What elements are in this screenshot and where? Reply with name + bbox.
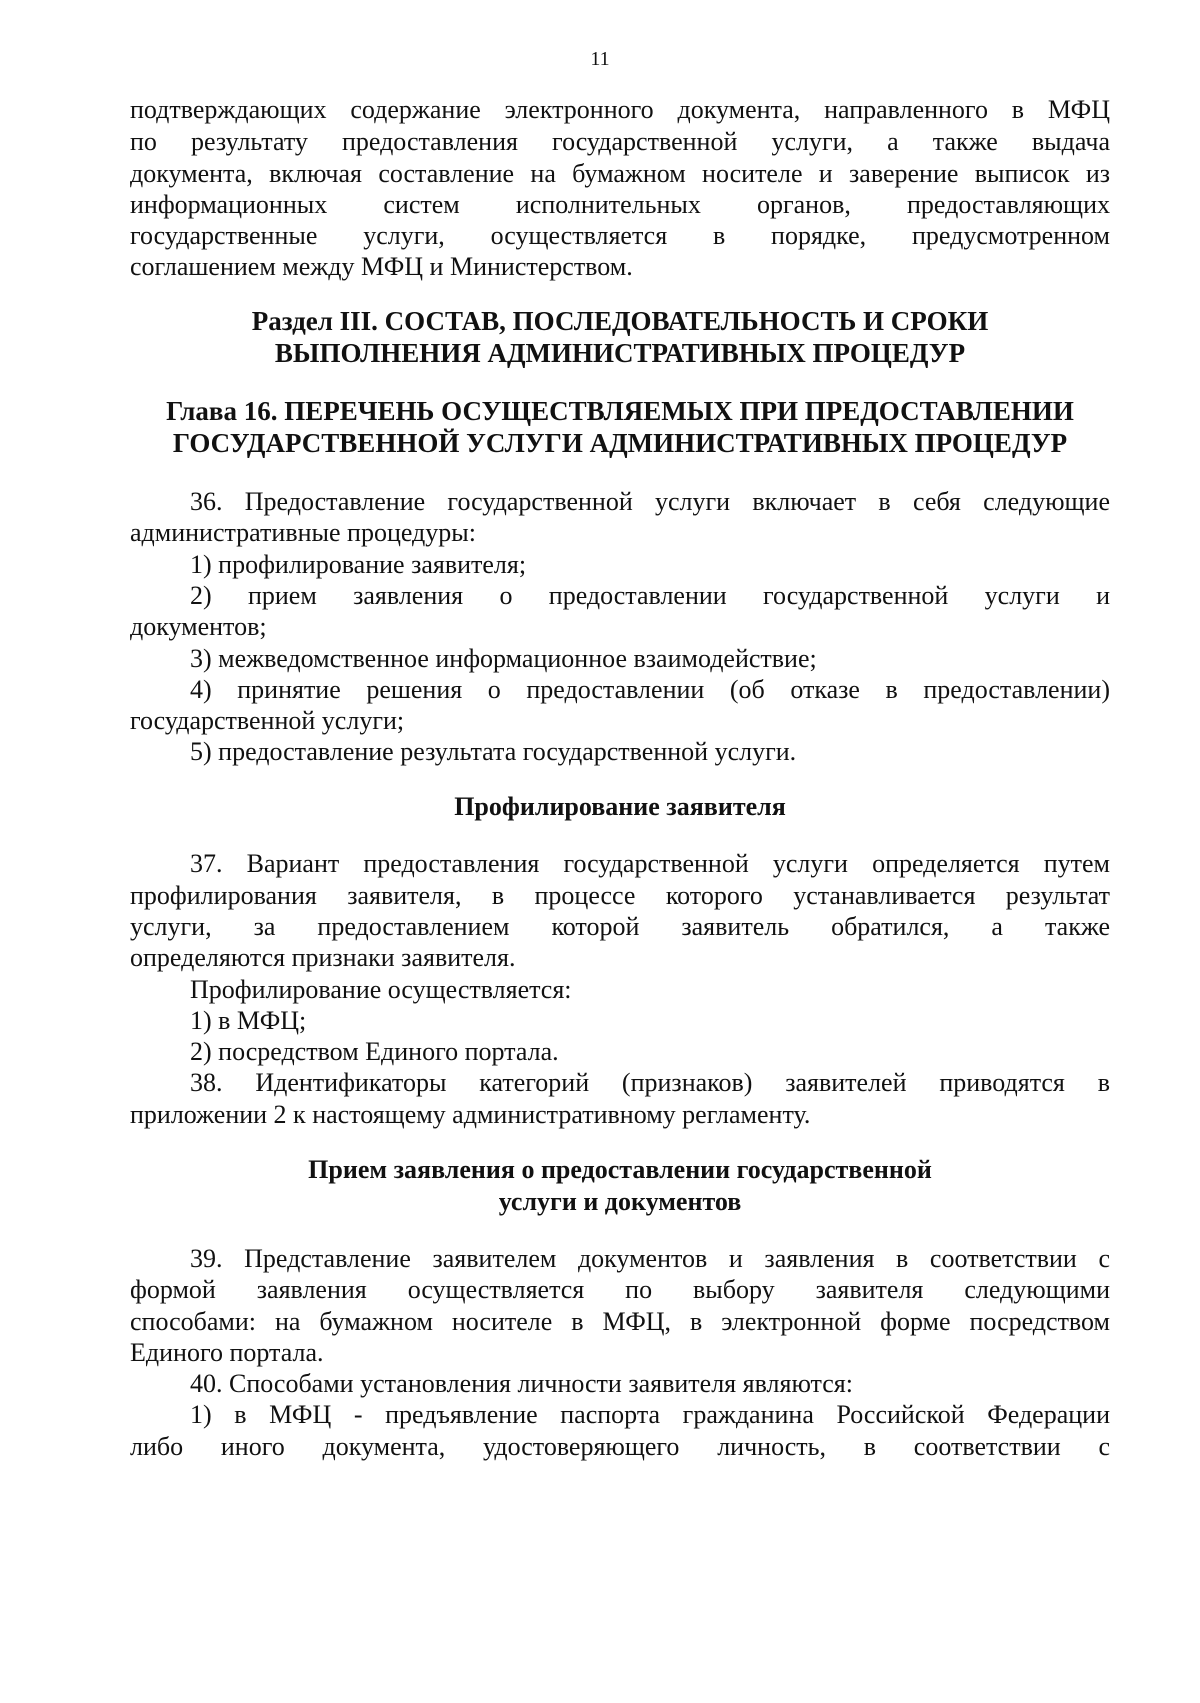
chapter-heading-line: ГОСУДАРСТВЕННОЙ УСЛУГИ АДМИНИСТРАТИВНЫХ ПРОЦЕДУР bbox=[172, 428, 1068, 458]
subheading-reception-line: Прием заявления о предоставлении государственной bbox=[308, 1155, 932, 1184]
list-item: 5) предоставление результата государственной услуги. bbox=[190, 737, 797, 766]
paragraph-line: подтверждающих содержание электронного документа, направленного в МФЦ bbox=[130, 95, 1110, 124]
subheading-profiling: Профилирование заявителя bbox=[454, 792, 786, 821]
paragraph-line: 39. Представление заявителем документов и заявления в соответствии с bbox=[190, 1244, 1110, 1273]
list-item: 4) принятие решения о предоставлении (об отказе в предоставлении) bbox=[190, 675, 1110, 704]
paragraph-line: по результату предоставления государственной услуги, а также выдача bbox=[130, 127, 1110, 156]
page-number: 11 bbox=[590, 48, 610, 70]
paragraph-line: 36. Предоставление государственной услуги включает в себя следующие bbox=[190, 487, 1110, 516]
paragraph-line: определяются признаки заявителя. bbox=[130, 943, 516, 972]
paragraph-line: документа, включая составление на бумажном носителе и заверение выписок из bbox=[130, 159, 1110, 188]
list-item: 2) посредством Единого портала. bbox=[190, 1037, 559, 1066]
section-heading-line: Раздел III. СОСТАВ, ПОСЛЕДОВАТЕЛЬНОСТЬ И СРОКИ bbox=[251, 306, 989, 336]
chapter-heading-line: Глава 16. ПЕРЕЧЕНЬ ОСУЩЕСТВЛЯЕМЫХ ПРИ ПРЕДОСТАВЛЕНИИ bbox=[166, 396, 1074, 426]
paragraph-line: 37. Вариант предоставления государственной услуги определяется путем bbox=[190, 849, 1110, 878]
paragraph-line: способами: на бумажном носителе в МФЦ, в электронной форме посредством bbox=[130, 1307, 1110, 1336]
paragraph-line: 40. Способами установления личности заявителя являются: bbox=[190, 1369, 853, 1398]
paragraph-line: услуги, за предоставлением которой заявитель обратился, а также bbox=[130, 912, 1110, 941]
paragraph-line: Профилирование осуществляется: bbox=[190, 975, 572, 1004]
section-heading-line: ВЫПОЛНЕНИЯ АДМИНИСТРАТИВНЫХ ПРОЦЕДУР bbox=[274, 338, 966, 368]
list-item: 1) в МФЦ; bbox=[190, 1006, 307, 1035]
paragraph-line: государственные услуги, осуществляется в порядке, предусмотренном bbox=[130, 221, 1110, 250]
paragraph-line: соглашением между МФЦ и Министерством. bbox=[130, 252, 633, 281]
list-item: 2) прием заявления о предоставлении государственной услуги и bbox=[190, 581, 1110, 610]
paragraph-line: документов; bbox=[130, 612, 267, 641]
subheading-reception-line: услуги и документов bbox=[498, 1187, 742, 1216]
paragraph-line: либо иного документа, удостоверяющего личность, в соответствии с bbox=[130, 1432, 1110, 1461]
paragraph-line: формой заявления осуществляется по выбору заявителя следующими bbox=[130, 1275, 1110, 1304]
paragraph-line: профилирования заявителя, в процессе которого устанавливается результат bbox=[130, 881, 1110, 910]
paragraph-line: информационных систем исполнительных органов, предоставляющих bbox=[130, 190, 1110, 219]
paragraph-line: административные процедуры: bbox=[130, 518, 476, 547]
paragraph-line: государственной услуги; bbox=[130, 706, 405, 735]
list-item: 1) в МФЦ - предъявление паспорта гражданина Российской Федерации bbox=[190, 1400, 1110, 1429]
list-item: 1) профилирование заявителя; bbox=[190, 550, 527, 579]
paragraph-line: приложении 2 к настоящему административному регламенту. bbox=[130, 1100, 811, 1129]
paragraph-line: 38. Идентификаторы категорий (признаков) заявителей приводятся в bbox=[190, 1068, 1110, 1097]
paragraph-line: Единого портала. bbox=[130, 1338, 324, 1367]
list-item: 3) межведомственное информационное взаимодействие; bbox=[190, 644, 817, 673]
